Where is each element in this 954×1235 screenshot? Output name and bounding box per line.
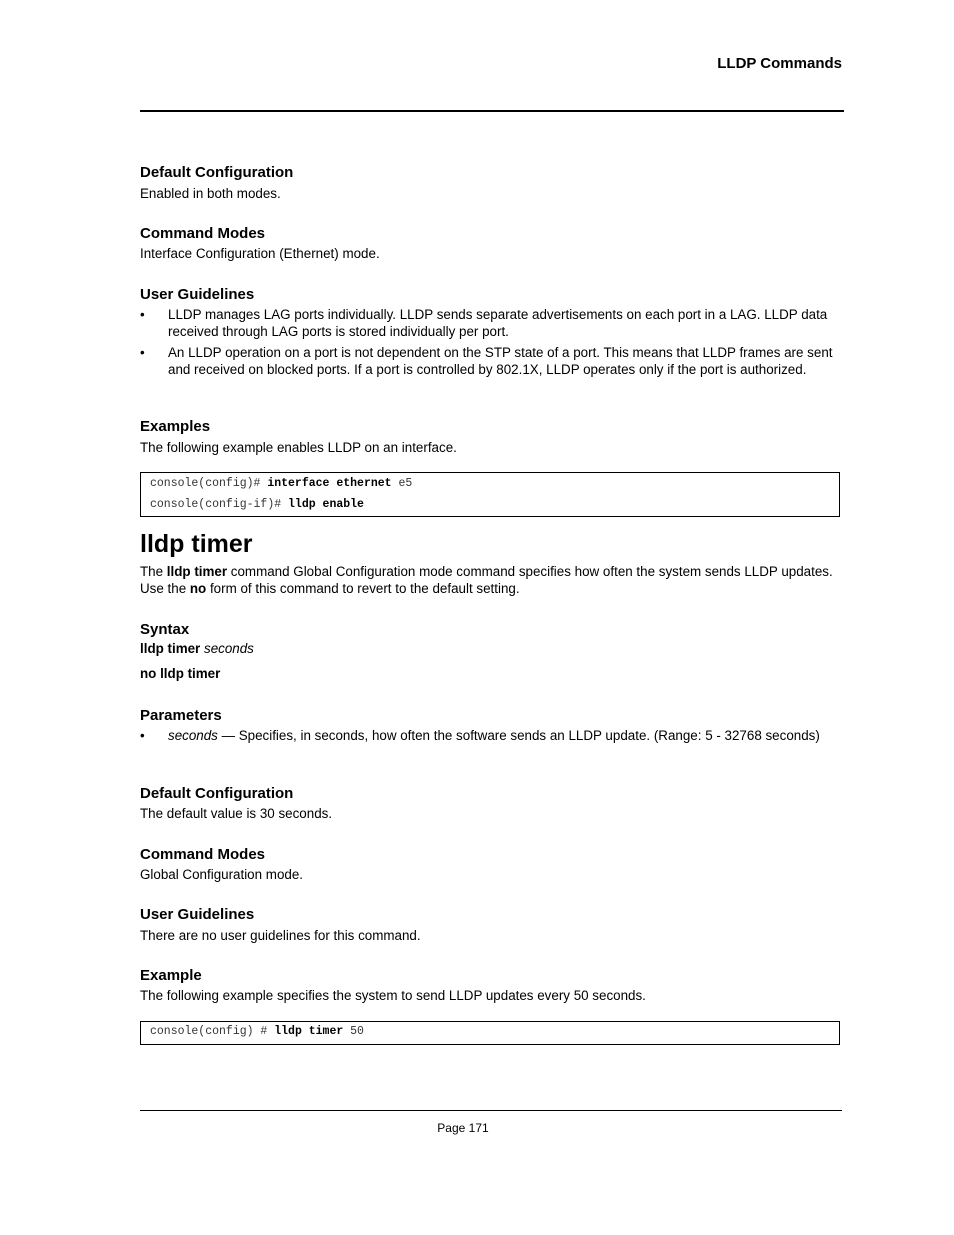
- default-config-heading: Default Configuration: [140, 164, 294, 181]
- param-name: seconds: [168, 728, 218, 743]
- code-block: [140, 472, 840, 517]
- bullet-icon: •: [140, 728, 145, 743]
- command-modes-heading: Command Modes: [140, 846, 266, 863]
- syntax-command: lldp timer: [140, 641, 201, 656]
- param-description: — Specifies, in seconds, how often the software sends an LLDP update. (Range: 5 - 32768 seconds): [217, 728, 820, 743]
- syntax-line: [140, 641, 254, 656]
- list-item-text: An LLDP operation on a port is not dependent on the STP state of a port. This means that LLDP frames are sent and received on blocked ports. If a port is controlled by 802.1X, LLDP operates only if the port is authorized.: [168, 345, 833, 377]
- intro-no-keyword: no: [189, 581, 207, 596]
- code-line: [150, 498, 364, 511]
- examples-text: The following example enables LLDP on an interface.: [140, 440, 457, 455]
- code-argument: 50: [343, 1025, 364, 1038]
- section-title: lldp timer: [140, 530, 253, 558]
- running-header-title: LLDP Commands: [717, 55, 842, 72]
- code-command: lldp enable: [288, 498, 364, 511]
- default-config-heading: Default Configuration: [140, 785, 294, 802]
- example-heading: Example: [140, 967, 202, 984]
- code-prompt: console(config-if)#: [150, 498, 289, 511]
- default-config-text: The default value is 30 seconds.: [140, 806, 333, 821]
- code-prompt: console(config)#: [150, 477, 268, 490]
- example-text: The following example specifies the system to send LLDP updates every 50 seconds.: [140, 988, 646, 1003]
- intro-text: The: [140, 564, 167, 579]
- intro-paragraph: [140, 563, 840, 597]
- intro-command: lldp timer: [166, 564, 228, 579]
- code-prompt: console(config) #: [150, 1025, 275, 1038]
- command-modes-text: Interface Configuration (Ethernet) mode.: [140, 246, 380, 261]
- code-line: [150, 1025, 364, 1038]
- list-item-text: [168, 727, 840, 744]
- page-number: Page 171: [437, 1121, 489, 1135]
- intro-text: command Global Configuration mode command specifies how often the system sends LLDP updates. Use the: [140, 564, 833, 596]
- code-line: [150, 477, 412, 490]
- parameters-heading: Parameters: [140, 707, 222, 724]
- examples-heading: Examples: [140, 418, 211, 435]
- footer-rule: [140, 1110, 842, 1111]
- list-item-text: LLDP manages LAG ports individually. LLDP sends separate advertisements on each port in a LAG. LLDP data received through LAG ports is stored individually per port.: [168, 307, 828, 339]
- bullet-icon: •: [140, 307, 145, 322]
- syntax-argument: seconds: [204, 641, 254, 656]
- default-config-text: Enabled in both modes.: [140, 186, 281, 201]
- user-guidelines-heading: User Guidelines: [140, 906, 255, 923]
- user-guidelines-text: There are no user guidelines for this command.: [140, 928, 421, 943]
- command-modes-text: Global Configuration mode.: [140, 867, 304, 882]
- user-guidelines-heading: User Guidelines: [140, 286, 255, 303]
- code-command: lldp timer: [274, 1025, 344, 1038]
- command-modes-heading: Command Modes: [140, 225, 266, 242]
- intro-text: form of this command to revert to the default setting.: [206, 581, 520, 596]
- code-command: interface ethernet: [267, 477, 392, 490]
- code-block: [140, 1021, 840, 1045]
- syntax-heading: Syntax: [140, 621, 190, 638]
- header-rule: [140, 110, 844, 112]
- syntax-no-form: no lldp timer: [140, 666, 221, 681]
- bullet-icon: •: [140, 345, 145, 360]
- code-argument: e5: [391, 477, 413, 490]
